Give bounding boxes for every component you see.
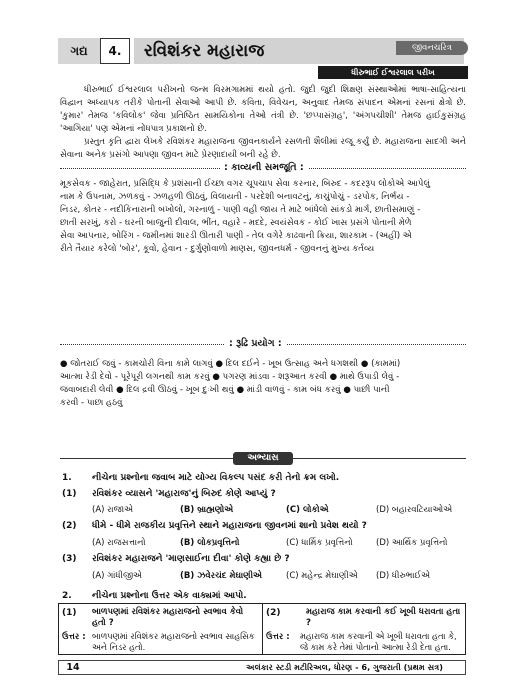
q2-number: 2. bbox=[62, 591, 72, 601]
mcq-option[interactable]: (D) બહારવટિયાઓએ bbox=[376, 505, 453, 515]
q2-instruction: નીચેના પ્રશ્નોના ઉત્તર એક વાક્યમાં આપો. bbox=[92, 591, 247, 601]
vocab-list bbox=[60, 178, 466, 256]
vocab-line: મૂકસેવક - જાહેરાત, પ્રસિદ્ધિ કે પ્રશંસાની ઈચ્છા વગર ચૂપચાપ સેવા કરનાર, બિરુદ - કદરરૂપ લોકોએ આપેલું bbox=[60, 179, 431, 189]
mcq-option-answer[interactable]: (B) ઝવેરચંદ મેઘાણીએ bbox=[180, 571, 262, 581]
vocab-line: સેવા આપનાર, બોરિંગ - જમીનમાં શારડી ઊતારી પાણી - તેલ વગેરે કાઢવાની ક્રિયા, શારકામ - (અહીં) એ bbox=[60, 231, 412, 241]
vocab-line: નામ કે ઉપનામ, ઝળકવું - ઝળહળી ઊઠવું, વિલાયતી - પરદેશી બનાવટનું, કાચુંપોચું - ડરપોક, નિર્ભય - bbox=[60, 192, 410, 202]
page-number: 14 bbox=[66, 662, 80, 673]
answer-label: ઉત્તર : bbox=[266, 632, 290, 642]
short-q-number: (2) bbox=[266, 608, 281, 618]
mcq-number: (2) bbox=[62, 521, 77, 531]
mcq-number: (3) bbox=[62, 554, 77, 564]
mcq-question: ધીમે - ધીમે રાજકીય પ્રવૃત્તિને સ્થાને મહારાજના જીવનમાં શાનો પ્રવેશ થયો ? bbox=[92, 521, 367, 531]
idioms-list bbox=[60, 358, 466, 410]
mcq-option[interactable]: (D) ધીરુભાઈએ bbox=[376, 571, 431, 581]
idiom-line: આત્મા રેડી દેવો - પૂરેપૂરી લગનથી કામ કરવું ● પગરણ માંડવા - શરૂઆત કરવી ● માથે ઉપાડી લેવું - bbox=[60, 372, 400, 382]
short-answer: મહારાજ કામ કરવાની એ ખૂબી ધરાવતા હતા કે, જે કામ કરે તેમાં પોતાનો આત્મા રેડી દેતા હતા. bbox=[300, 631, 457, 652]
vocab-line: નિડર, કોતર - નદીકિનારાની બખોલો, ગરનાળું - પાણી વહી જાય તે માટે બાંધેલો સાંકડો માર્ગ, છાતીસમાણું - bbox=[60, 205, 421, 215]
mcq-option[interactable]: (A) ગાંધીજીએ bbox=[92, 571, 143, 581]
mcq-number: (1) bbox=[62, 489, 77, 499]
idiom-line: જવાબદારી લેવી ● દિલ દ્રવી ઊઠવું - ખૂબ દુઃખી થવું ● માંડી વાળવું - કામ બંધ કરવું ● પાછી પાની bbox=[60, 385, 390, 395]
mcq-option-answer[interactable]: (B) લોકપ્રવૃત્તિનો bbox=[180, 538, 240, 548]
chapter-number: 4. bbox=[100, 38, 130, 64]
q1-number: 1. bbox=[62, 473, 72, 483]
short-answer: બાળપણમાં રવિશંકર મહારાજનો સ્વભાવ સાહસિક અને નિડર હતો. bbox=[92, 631, 255, 652]
idiom-line: કરવી - પાછા હઠવું bbox=[60, 398, 123, 408]
mcq-option[interactable]: (A) રાજસત્તાનો bbox=[92, 538, 146, 548]
short-question: મહારાજ કામ કરવાની કઈ ખૂબી ધરાવતા હતા ? bbox=[306, 607, 461, 628]
vocab-line: છાતી સરખું, કરો - ઘરની બાજુની દીવાલ, ભીંત, વહારે - મદદે, સ્વયંસેવક - કોઈ ખાસ પ્રસંગે પોતાની મેળે bbox=[60, 218, 412, 228]
mcq-option[interactable]: (D) આર્થિક પ્રવૃત્તિનો bbox=[376, 538, 448, 548]
mcq-question: રવિશંકર મહારાજને 'માણસાઈના દીવા' કોણે કહ્યા છે ? bbox=[92, 554, 290, 564]
mcq-option-answer[interactable]: (C) લોકોએ bbox=[286, 505, 329, 515]
section-label: ગદ્ય bbox=[58, 38, 100, 64]
footer-text: અલંકાર સ્ટડી મટીરિઅલ, ધોરણ - 6, ગુજરાતી (પ્રથમ સત્ર) bbox=[246, 662, 444, 672]
mcq-question: રવિશંકર વ્યાસને 'મહારાજ'નું બિરુદ કોણે આપ્યું ? bbox=[92, 489, 276, 499]
table-divider bbox=[262, 604, 263, 654]
q1-instruction: નીચેના પ્રશ્નોના જવાબ માટે યોગ્ય વિકલ્પ પસંદ કરી તેનો ક્રમ લખો. bbox=[92, 473, 340, 483]
idioms-title: : રૂઢિ પ્રયોગ : bbox=[225, 337, 286, 350]
mcq-option[interactable]: (C) મહેન્દ્ર મેઘાણીએ bbox=[286, 571, 358, 581]
intro-paragraph-2: પ્રસ્તુત કૃતિ દ્વારા લેખકે રવિશંકર મહારાજના જીવનકાર્યને રસળતી શૈલીમાં રજૂ કર્યું છે. મહારાજના સાદગી અને સેવાના અનેક પ્રસંગો આપણા જીવન માટે પ્રેરણાદાયી બની રહે છે. bbox=[60, 137, 466, 160]
author-badge: ધીરુભાઈ ઈશ્વરલાલ પરીખ bbox=[318, 66, 468, 79]
chapter-title: રવિશંકર મહારાજ bbox=[134, 38, 464, 64]
intro-paragraph-1: ધીરુભાઈ ઈશ્વરલાલ પરીખનો જન્મ વિરમગામમાં થયો હતો. જુદી જુદી શિક્ષણ સંસ્થાઓમાં ભાષા-સાહિત્યના વિદ્વાન અધ્યાપક તરીકે પોતાની સેવાઓ આપી છે. કવિતા, વિવેચન, અનુવાદ તેમજ સંપાદન એમનાં રસનાં ક્ષેત્રો છે. 'કુમાર' તેમજ 'કવિલોક' જેવા પ્રતિષ્ઠિત સામયિકોના તેઓ તંત્રી છે. 'છપ્પાસંગ્રહ', 'અંગપચીશી' તેમજ હાઈકુસંગ્રહ 'આગિયા' પણ એમનાં નોંધપાત્ર પ્રકાશનો છે. bbox=[60, 85, 466, 134]
vocab-line: રીતે તૈયાર કરેલો 'બોર', કૂવો, હેવાન - દુર્ગુણોવાળો માણસ, જીવનધર્મ - જીવનનું મુખ્ય કર્તવ્ય bbox=[60, 244, 375, 254]
exercise-label: અભ્યાસ bbox=[233, 452, 293, 465]
mcq-option[interactable]: (B) બ્રાહ્મણોએ bbox=[180, 505, 234, 515]
short-question: બાળપણમાં રવિશંકર મહારાજનો સ્વભાવ કેવો હતો ? bbox=[92, 607, 244, 628]
genre-tag: જીવનચરિત્ર bbox=[396, 41, 468, 55]
mcq-option[interactable]: (C) ધાર્મિક પ્રવૃત્તિનો bbox=[286, 538, 353, 548]
mcq-option[interactable]: (A) રાજાએ bbox=[92, 505, 134, 515]
vocab-title: : કાવ્યની સમજૂતિ : bbox=[220, 161, 308, 174]
idiom-line: ● જોતરાઈ જવું - કામચોરી વિના કામે લાગવું ● દિલ દઈને - ખૂબ ઉત્સાહ અને ધગશથી ● (કામમાં) bbox=[60, 359, 401, 369]
short-q-number: (1) bbox=[62, 608, 77, 618]
answer-label: ઉત્તર : bbox=[62, 632, 86, 642]
